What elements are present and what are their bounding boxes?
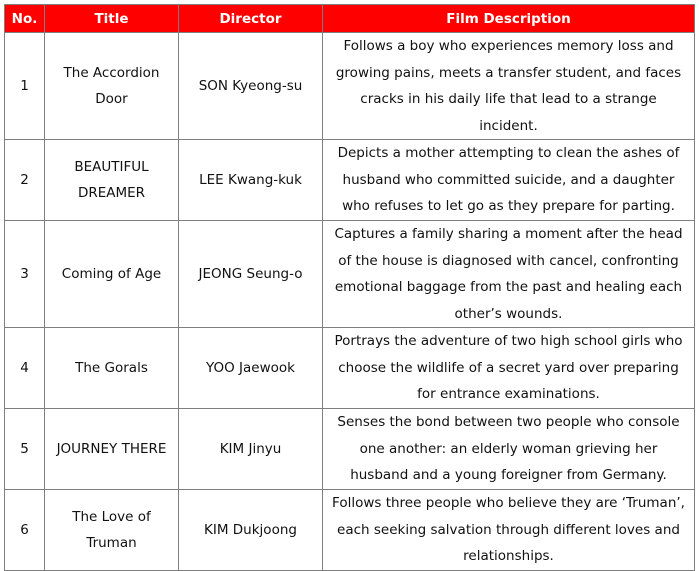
cell-director: KIM Dukjoong xyxy=(179,490,323,571)
film-table xyxy=(4,4,695,571)
cell-title: BEAUTIFUL DREAMER xyxy=(45,140,179,221)
cell-director: SON Kyeong-su xyxy=(179,33,323,140)
cell-description: Captures a family sharing a moment after the head of the house is diagnosed with cancel, confronting emotional baggage from the past and healing each other’s wounds. xyxy=(323,221,695,328)
header-row xyxy=(5,5,695,33)
cell-description: Senses the bond between two people who console one another: an elderly woman grieving her husband and a young foreigner from Germany. xyxy=(323,409,695,490)
header-no: No. xyxy=(5,5,45,33)
header-title: Title xyxy=(45,5,179,33)
header-description: Film Description xyxy=(323,5,695,33)
cell-director: KIM Jinyu xyxy=(179,409,323,490)
cell-no: 3 xyxy=(5,221,45,328)
table-row xyxy=(5,328,695,409)
table-row xyxy=(5,490,695,571)
cell-title: The Gorals xyxy=(45,328,179,409)
cell-description: Depicts a mother attempting to clean the ashes of husband who committed suicide, and a daughter who refuses to let go as they prepare for parting. xyxy=(323,140,695,221)
cell-title: The Love of Truman xyxy=(45,490,179,571)
cell-no: 5 xyxy=(5,409,45,490)
cell-no: 2 xyxy=(5,140,45,221)
cell-title: The Accordion Door xyxy=(45,33,179,140)
cell-director: YOO Jaewook xyxy=(179,328,323,409)
cell-title: JOURNEY THERE xyxy=(45,409,179,490)
cell-title: Coming of Age xyxy=(45,221,179,328)
table-row xyxy=(5,409,695,490)
cell-director: LEE Kwang-kuk xyxy=(179,140,323,221)
table-row xyxy=(5,140,695,221)
cell-no: 1 xyxy=(5,33,45,140)
cell-description: Follows three people who believe they are ‘Truman’, each seeking salvation through different loves and relationships. xyxy=(323,490,695,571)
table-row xyxy=(5,33,695,140)
header-director: Director xyxy=(179,5,323,33)
cell-no: 6 xyxy=(5,490,45,571)
cell-no: 4 xyxy=(5,328,45,409)
cell-description: Follows a boy who experiences memory loss and growing pains, meets a transfer student, and faces cracks in his daily life that lead to a strange incident. xyxy=(323,33,695,140)
cell-director: JEONG Seung-o xyxy=(179,221,323,328)
cell-description: Portrays the adventure of two high school girls who choose the wildlife of a secret yard over preparing for entrance examinations. xyxy=(323,328,695,409)
table-row xyxy=(5,221,695,328)
